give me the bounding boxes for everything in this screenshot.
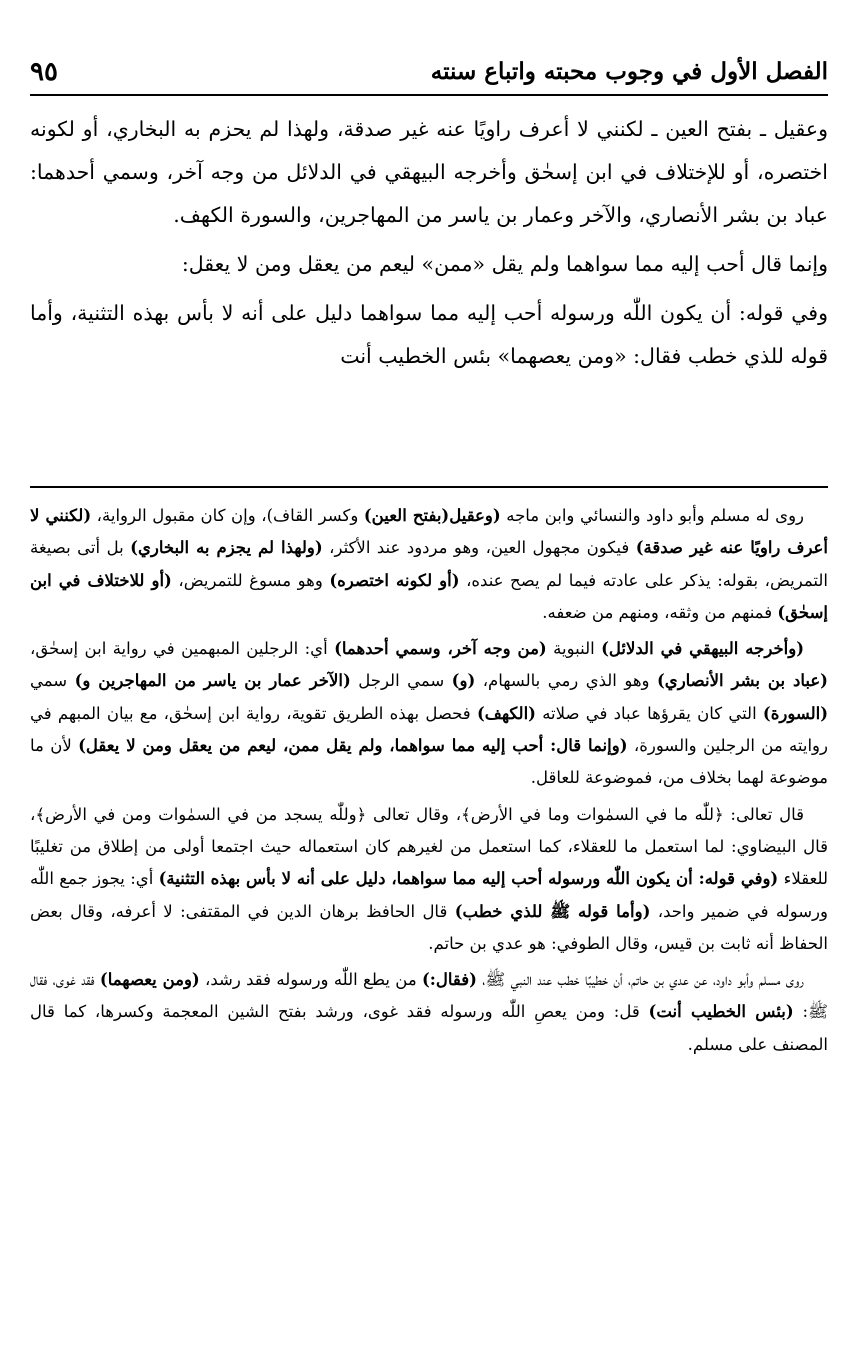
- commentary-text: لأن ما موضوعة لهما بخلاف من، فموضوعة للعاقل.: [30, 736, 828, 788]
- commentary-paragraph: [30, 799, 828, 960]
- main-paragraph: وإنما قال أحب إليه مما سواهما ولم يقل «ممن» ليعم من يعقل ومن لا يعقل:: [181, 252, 828, 276]
- commentary-text: فحصل بهذه الطريق تقوية، رواية ابن إسحٰق، مع بيان المبهم في روايته من الرجلين والسورة،: [30, 703, 828, 756]
- running-title: الفصل الأول في وجوب محبته واتباع سنته: [430, 58, 828, 85]
- commentary-text: قال تعالى: ﴿للّٰه ما في السمٰوات وما في الأرض﴾، وقال تعالى ﴿وللّٰه يسجد من في السمٰوات ومن في الأرض﴾، قال البيضاوي: لما استعمل ما للعقلاء، كما استعمل من لغيرهم كان استعماله حيث اجتمعا أولى من إطلاق من تغليبًا للعقلاء: [30, 804, 828, 889]
- commentary-text: أي: يجوز جمع اللّٰه ورسوله في ضمير واحد،: [30, 869, 828, 921]
- commentary-paragraph: [30, 500, 828, 629]
- commentary-text: وهو مسوغ للتمريض،: [171, 570, 330, 590]
- quoted-lemma: (بئس الخطيب أنت): [648, 1002, 794, 1022]
- quoted-lemma: (الكهف): [476, 703, 536, 723]
- commentary-separator: [30, 486, 828, 488]
- commentary-text: فقد غوى، فقال ﷺ:: [30, 970, 828, 1022]
- main-paragraph: وفي قوله: أن يكون اللّٰه ورسوله أحب إليه مما سواهما دليل على أنه لا بأس بهذه التثنية، وأما قوله للذي خطب فقال: «ومن يعصهما» بئس الخطيب أنت: [30, 301, 828, 368]
- commentary-paragraph: [30, 633, 828, 794]
- main-paragraph: وعقيل ـ بفتح العين ـ لكنني لا أعرف راويًا عنه غير صدقة، ولهذا لم يحزم به البخاري، أو لكونه اختصره، أو للإختلاف في ابن إسحٰق وأخرجه البيهقي في الدلائل من وجه آخر، وسمي أحدهما: عباد بن بشر الأنصاري، والآخر وعمار بن ياسر من المهاجرين، والسورة الكهف.: [30, 117, 828, 227]
- quoted-lemma: (السورة): [762, 703, 829, 723]
- page-header: [30, 50, 828, 94]
- commentary-text: وهو الذي رمي بالسهام،: [475, 671, 657, 691]
- commentary-text: سمي: [30, 671, 75, 691]
- commentary: [30, 500, 828, 1065]
- quoted-lemma: (وأما قوله ﷺ للذي خطب): [454, 901, 651, 921]
- quoted-lemma: (وفي قوله: أن يكون اللّٰه ورسوله أحب إليه مما سواهما، دليل على أنه لا بأس بهذه التثنية): [158, 869, 779, 889]
- commentary-text: النبوية: [546, 639, 602, 659]
- commentary-text: فمنهم من وثقه، ومنهم من ضعفه.: [542, 602, 778, 622]
- header-rule: [30, 94, 828, 96]
- commentary-text: قل: ومن يعصِ اللّٰه ورسوله فقد غوى، ورشد بفتح الشين المعجمة وكسرها، كما قال المصنف على مسلم.: [30, 1002, 828, 1054]
- commentary-text: وكسر القاف)، وإن كان مقبول الرواية،: [91, 506, 364, 525]
- quoted-lemma: (أو للاختلاف في ابن إسحٰق): [30, 570, 828, 622]
- quoted-lemma: (و): [451, 671, 476, 691]
- quoted-lemma: (وأخرجه البيهقي في الدلائل): [601, 639, 804, 659]
- commentary-text: سمي الرجل: [350, 671, 452, 691]
- commentary-text: قال الحافظ برهان الدين في المقتفى: لا أعرفه، وقال بعض الحفاظ أنه ثابت بن قيس، وقال الطوفي: هو عدي بن حاتم.: [30, 901, 828, 953]
- commentary-text: روى مسلم وأبو داود، عن عدي بن حاتم، أن خطيبًا خطب عند النبي ﷺ،: [476, 970, 804, 990]
- quoted-lemma: (لكنني لا أعرف راويًا عنه غير صدقة): [30, 506, 828, 558]
- quoted-lemma: (وإنما قال: أحب إليه مما سواهما، ولم يقل ممن، ليعم من يعقل ومن لا يعقل): [78, 736, 628, 756]
- commentary-paragraph: [30, 964, 828, 1061]
- commentary-text: أي: الرجلين المبهمين في رواية ابن إسحٰق،: [30, 639, 335, 659]
- quoted-lemma: (عباد بن بشر الأنصاري): [656, 671, 828, 691]
- quoted-lemma: (وعقيل(بفتح العين): [363, 506, 501, 525]
- quoted-lemma: (من وجه آخر، وسمي أحدهما): [334, 639, 547, 659]
- quoted-lemma: (الآخر عمار بن ياسر من المهاجرين و): [74, 671, 351, 691]
- quoted-lemma: (فقال:): [421, 970, 477, 990]
- commentary-text: فيكون مجهول العين، وهو مردود عند الأكثر،: [322, 538, 636, 558]
- quoted-lemma: (أو لكونه اختصره): [329, 570, 460, 590]
- commentary-text: بل أتى بصيغة التمريض، بقوله: يذكر على عادته فيما لم يصح عنده،: [30, 538, 828, 590]
- commentary-text: من يطع اللّٰه ورسوله فقد رشد،: [199, 970, 422, 990]
- quoted-lemma: (ومن يعصهما): [99, 970, 200, 990]
- quoted-lemma: (ولهذا لم يجزم به البخاري): [130, 538, 323, 558]
- page-number: ٩٥: [30, 57, 58, 87]
- main-text: [30, 108, 828, 384]
- commentary-text: التي كان يقرؤها عباد في صلاته: [535, 703, 763, 723]
- commentary-text: روى له مسلم وأبو داود والنسائي وابن ماجه: [500, 506, 805, 525]
